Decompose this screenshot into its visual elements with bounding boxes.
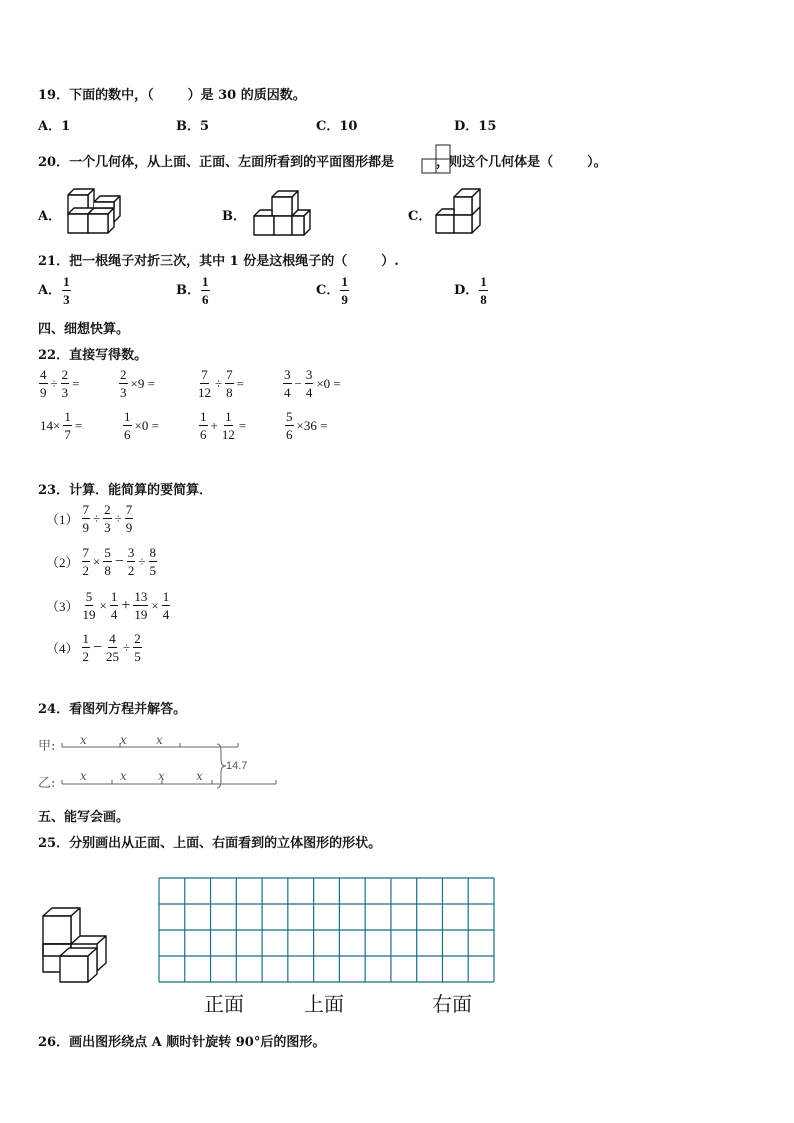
q21-option-d[interactable]: D． $\frac{1}{8}$ (454, 274, 487, 307)
q25-label-right: 右面 (432, 992, 472, 1016)
q22-expr-8: $\frac{5}{6}$ ×36 = (286, 409, 328, 442)
q22-expr-6: $\frac{1}{6}$ ×0 = (124, 409, 159, 442)
q25-label-front: 正面 (204, 992, 244, 1016)
q24-yi-x1: x (80, 769, 87, 783)
q24-total: 14.7 (226, 760, 248, 772)
section-5-heading: 五、能写会画。 (38, 810, 130, 825)
q23-item-3: （3） $\frac{5}{19}$ × $\frac{1}{4}$ + $\frac{13}{19}$ × $\frac{1}{4}$ (46, 589, 170, 622)
q19-option-c[interactable]: C．10 (316, 119, 358, 134)
q21-option-c[interactable]: C． $\frac{1}{9}$ (316, 274, 348, 307)
view-shape-icon (420, 144, 454, 174)
q24-title: 24．看图列方程并解答。 (38, 702, 187, 717)
q21-option-a[interactable]: A． $\frac{1}{3}$ (38, 274, 70, 307)
q22-expr-3: $\frac{7}{12}$ ÷ $\frac{7}{8}$ = (198, 367, 244, 400)
q22-expr-2: $\frac{2}{3}$ ×9 = (120, 367, 155, 400)
q20-cube-figure-c (434, 187, 484, 237)
q20-option-c[interactable]: C． (408, 209, 432, 224)
q21-stem: 21．把一根绳子对折三次，其中 1 份是这根绳子的（ ）. (38, 254, 399, 269)
q23-item-2: （2） $\frac{7}{2}$ × $\frac{5}{8}$ − $\frac{3}{2}$ ÷ $\frac{8}{5}$ (46, 545, 157, 578)
q20-option-a[interactable]: A． (38, 209, 62, 224)
q24-jia-x3: x (156, 733, 163, 747)
q19-option-a[interactable]: A．1 (38, 119, 71, 134)
q22-title: 22．直接写得数。 (38, 348, 148, 363)
q23-item-1: （1） $\frac{7}{9}$ ÷ $\frac{2}{3}$ ÷ $\frac{7}{9}$ (46, 502, 133, 535)
q24-yi-x4: x (196, 769, 203, 783)
q20-cube-figure-b (252, 188, 312, 236)
section-4-heading: 四、细想快算。 (38, 322, 130, 337)
q24-yi-x3: x (158, 769, 165, 783)
q25-drawing-grid[interactable] (158, 877, 495, 983)
q22-expr-4: $\frac{3}{4}$ − $\frac{3}{4}$ ×0 = (284, 367, 341, 400)
q20-option-b[interactable]: B． (222, 209, 246, 224)
q25-label-top: 上面 (304, 992, 344, 1016)
q21-option-b[interactable]: B． $\frac{1}{6}$ (176, 274, 209, 307)
q24-jia-x2: x (120, 733, 127, 747)
q24-label-yi: 乙: (38, 776, 56, 791)
q25-cube-figure (40, 905, 110, 983)
q22-expr-5: 14× $\frac{1}{7}$ = (40, 409, 83, 442)
q24-jia-x1: x (80, 733, 87, 747)
q23-item-4: （4） $\frac{1}{2}$ − $\frac{4}{25}$ ÷ $\frac{2}{5}$ (46, 631, 141, 664)
q24-label-jia: 甲: (38, 739, 56, 754)
q20-stem: 20．一个几何体，从上面、正面、左面所看到的平面图形都是 ，则这个几何体是（ ）。 (38, 155, 607, 170)
q26-title: 26．画出图形绕点 A 顺时针旋转 90°后的图形。 (38, 1035, 326, 1050)
q20-cube-figure-a (66, 186, 128, 234)
q19-option-b[interactable]: B．5 (176, 119, 210, 134)
q25-title: 25．分别画出从正面、上面、右面看到的立体图形的形状。 (38, 836, 382, 851)
q24-yi-x2: x (120, 769, 127, 783)
q23-title: 23．计算．能简算的要简算． (38, 483, 213, 498)
q22-expr-7: $\frac{1}{6}$ + $\frac{1}{12}$ = (200, 409, 247, 442)
q19-option-d[interactable]: D．15 (454, 119, 497, 134)
q19-stem: 19．下面的数中，（ ）是 30 的质因数。 (38, 88, 306, 103)
q22-expr-1: $\frac{4}{9}$ ÷ $\frac{2}{3}$ = (40, 367, 80, 400)
